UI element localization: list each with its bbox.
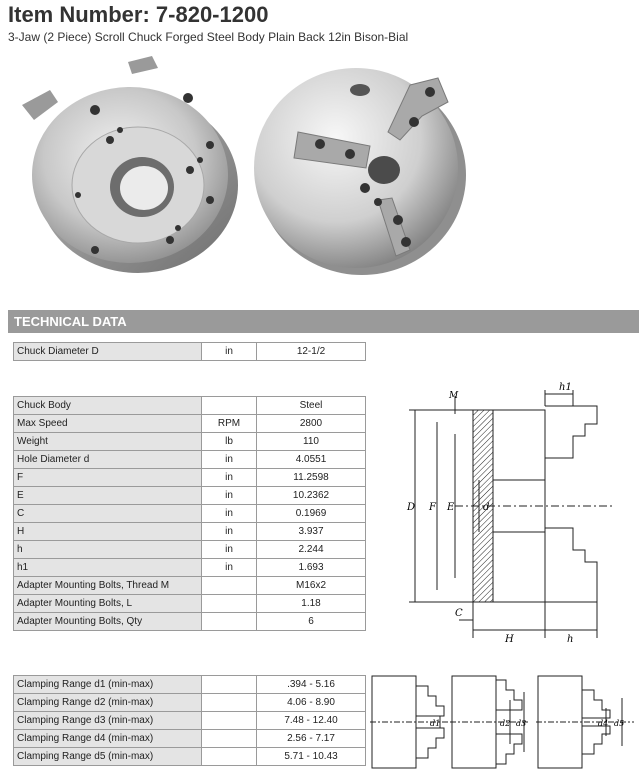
spec-value: 2800 [257,415,366,433]
spec-value: 1.693 [257,559,366,577]
spec-value: 3.937 [257,523,366,541]
spec-label: Max Speed [14,415,202,433]
spec-unit [202,694,257,712]
table-row [14,595,366,613]
spec-unit: in [202,559,257,577]
item-subtitle: 3-Jaw (2 Piece) Scroll Chuck Forged Steel Body Plain Back 12in Bison-Bial [8,30,409,44]
clamping-diagrams [370,672,636,772]
table-row [14,748,366,766]
spec-unit: in [202,343,257,361]
table-row [14,505,366,523]
body-spec-table [13,396,366,631]
spec-unit: in [202,487,257,505]
spec-unit [202,730,257,748]
spec-label: Weight [14,433,202,451]
spec-label: H [14,523,202,541]
chuck-front-photo [250,50,472,280]
spec-unit [202,676,257,694]
spec-unit: in [202,523,257,541]
spec-unit [202,397,257,415]
spec-value: 1.18 [257,595,366,613]
spec-value: 5.71 - 10.43 [257,748,366,766]
spec-label: E [14,487,202,505]
spec-label: F [14,469,202,487]
spec-label: h [14,541,202,559]
table-row [14,676,366,694]
spec-unit [202,613,257,631]
spec-label: Adapter Mounting Bolts, Qty [14,613,202,631]
label-d2: d2 [500,719,511,728]
clamping-range-table [13,675,366,766]
spec-unit [202,712,257,730]
spec-unit [202,577,257,595]
spec-unit: RPM [202,415,257,433]
label-e: E [447,502,455,513]
spec-label: Clamping Range d2 (min-max) [14,694,202,712]
table-row [14,415,366,433]
label-d5: d5 [614,719,625,728]
spec-value: 0.1969 [257,505,366,523]
spec-value: 2.244 [257,541,366,559]
spec-value: 4.06 - 8.90 [257,694,366,712]
table-row [14,343,366,361]
chuck-back-photo [20,50,242,280]
spec-label: Adapter Mounting Bolts, Thread M [14,577,202,595]
spec-value: M16x2 [257,577,366,595]
table-row [14,730,366,748]
spec-value: 11.2598 [257,469,366,487]
table-row [14,559,366,577]
spec-unit: in [202,541,257,559]
label-h-upper: H [505,634,514,645]
table-row [14,397,366,415]
table-row [14,613,366,631]
spec-label: C [14,505,202,523]
table-row [14,523,366,541]
spec-label: h1 [14,559,202,577]
spec-value: Steel [257,397,366,415]
spec-unit: in [202,505,257,523]
table-row [14,694,366,712]
label-c: C [455,608,463,619]
spec-label: Clamping Range d4 (min-max) [14,730,202,748]
spec-value: 6 [257,613,366,631]
spec-label: Chuck Body [14,397,202,415]
spec-label: Clamping Range d3 (min-max) [14,712,202,730]
spec-label: Chuck Diameter D [14,343,202,361]
table-row [14,433,366,451]
spec-value: 2.56 - 7.17 [257,730,366,748]
spec-unit: in [202,451,257,469]
table-row [14,541,366,559]
spec-unit [202,595,257,613]
spec-value: 12-1/2 [257,343,366,361]
spec-value: 10.2362 [257,487,366,505]
spec-unit [202,748,257,766]
label-h-lower: h [567,634,574,645]
spec-unit: in [202,469,257,487]
table-row [14,451,366,469]
spec-value: .394 - 5.16 [257,676,366,694]
item-title: Item Number: 7-820-1200 [8,2,269,27]
table-row [14,487,366,505]
spec-label: Hole Diameter d [14,451,202,469]
dimension-diagram [395,380,635,650]
table-row [14,712,366,730]
spec-value: 110 [257,433,366,451]
chuck-diameter-table [13,342,366,361]
label-f: F [429,502,436,513]
technical-data-header: TECHNICAL DATA [8,310,639,333]
spec-label: Adapter Mounting Bolts, L [14,595,202,613]
spec-label: Clamping Range d5 (min-max) [14,748,202,766]
table-row [14,469,366,487]
label-d1: d1 [430,719,441,728]
spec-value: 7.48 - 12.40 [257,712,366,730]
spec-value: 4.0551 [257,451,366,469]
label-d3: d3 [516,719,527,728]
spec-unit: lb [202,433,257,451]
table-row [14,577,366,595]
label-m: M [449,391,459,401]
label-h1: h1 [559,382,572,393]
label-d4: d4 [598,719,609,728]
spec-label: Clamping Range d1 (min-max) [14,676,202,694]
label-d-hole: d [483,502,490,513]
label-d-outer: D [407,502,416,513]
